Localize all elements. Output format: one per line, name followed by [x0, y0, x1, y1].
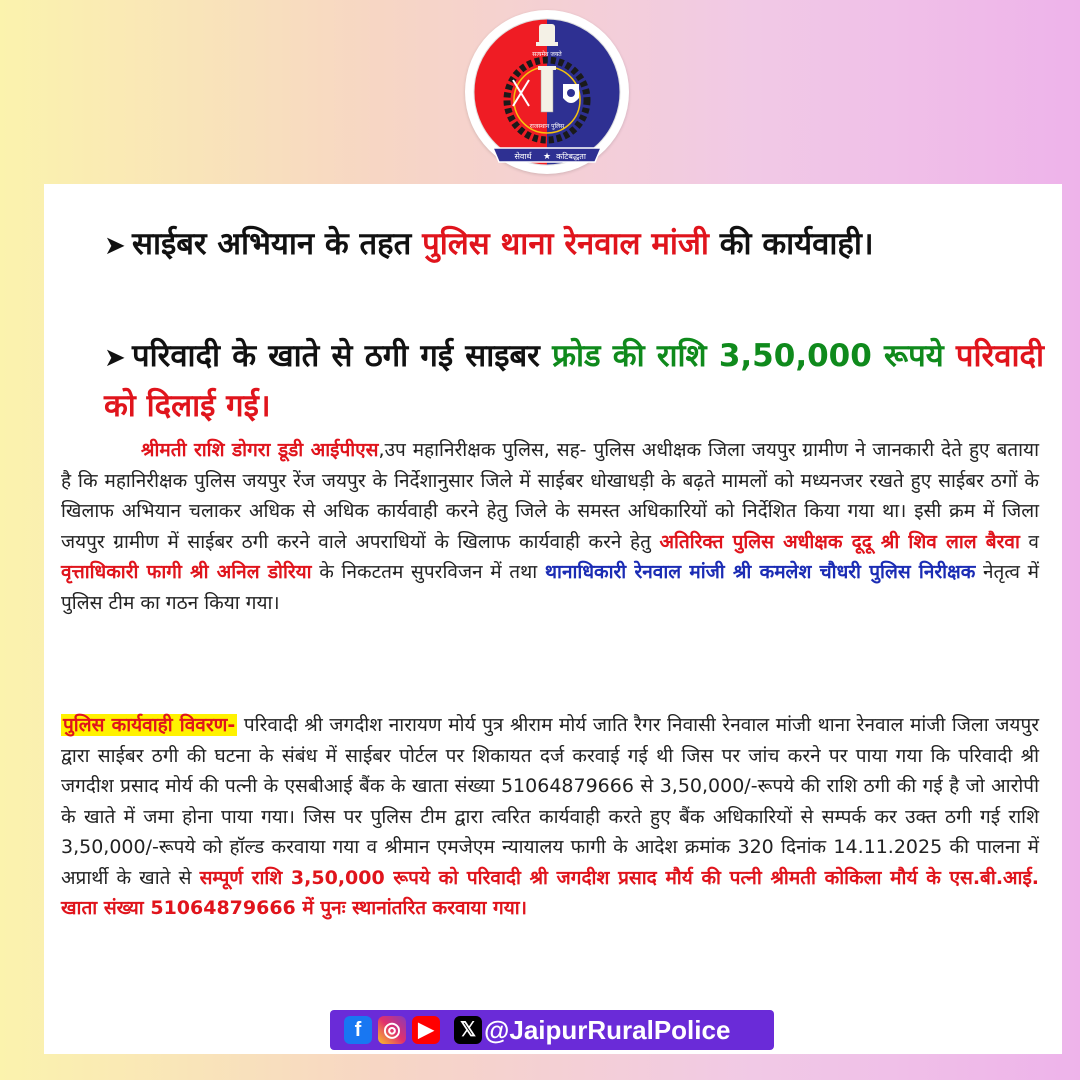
headline-bullet-1: [104, 220, 1044, 270]
addl-sp-name: अतिरिक्त पुलिस अधीक्षक दूदू श्री शिव लाल बैरवा: [659, 530, 1020, 553]
instagram-icon[interactable]: ◎: [378, 1016, 406, 1044]
facebook-icon[interactable]: f: [344, 1016, 372, 1044]
youtube-icon[interactable]: ▶: [412, 1016, 440, 1044]
logo-ribbon-right: कटिबद्धता: [556, 152, 586, 161]
sho-name: थानाधिकारी रेनवाल मांजी श्री कमलेश चौधरी पुलिस निरीक्षक: [544, 561, 976, 583]
headline1-police-station: पुलिस थाना रेनवाल मांजी: [422, 226, 709, 262]
officer-name: श्रीमती राशि डोगरा डूडी आईपीएस: [141, 439, 379, 461]
para1-text-3: के निकटतम सुपरविजन में तथा: [311, 561, 545, 583]
logo-mid-text: राजस्थान पुलिस: [529, 123, 565, 130]
svg-text:★: ★: [542, 152, 552, 162]
arrow-right-icon: ➤: [104, 343, 126, 373]
x-icon[interactable]: 𝕏: [454, 1016, 482, 1044]
para1-text-1: ,उप महानिरीक्षक पुलिस, सह- पुलिस अधीक्षक जिला जयपुर ग्रामीण ने जानकारी देते हुए बताया है कि महानिरीक्षक पुलिस जयपुर रेंज जयपुर के निर्देशानुसार जिले में साईबर धोखाधड़ी के बढ़ते मामलों को मध्यनजर रखते हुए साईबर ठगों के खिलाफ अभियान चलाकर अधिक से अधिक कार्यवाही करने हेतु जिले के समस्त अधिकारियों को निर्देशित किया गया था। इसी क्रम में जिला जयपुर ग्रामीण में साईबर ठगी करने वाले अपराधियों के खिलाफ कार्यवाही करने हेतु: [61, 439, 1039, 553]
circle-officer-name: वृत्ताधिकारी फागी श्री अनिल डोरिया: [61, 561, 312, 583]
para1-text-4: नेतृत्व में पुलिस टीम का गठन किया गया।: [61, 561, 1040, 614]
arrow-right-icon: ➤: [104, 231, 126, 261]
social-handle[interactable]: @JaipurRuralPolice: [484, 1015, 731, 1045]
social-bar: [330, 1010, 774, 1050]
paragraph-1: [61, 435, 1039, 618]
logo-ribbon-left: सेवार्थ: [514, 152, 532, 161]
rajasthan-police-emblem: [465, 10, 629, 174]
headline2-part3: परिवादी को दिलाई गई।: [104, 338, 1044, 424]
headline1-part3: की कार्यवाही।: [708, 226, 874, 262]
headline1-part1: साईबर अभियान के तहत: [132, 226, 423, 262]
headline2-fraud-amount: फ्रोड की राशि 3,50,000 रूपये: [552, 338, 944, 374]
paragraph-2: [61, 710, 1039, 924]
para2-text-1: परिवादी श्री जगदीश नारायण मोर्य पुत्र श्रीराम मोर्य जाति रैगर निवासी रेनवाल मांजी थाना रेनवाल मांजी जिला जयपुर द्वारा साईबर ठगी की घटना के संबंध में साईबर पोर्टल पर शिकायत दर्ज करवाई गई थी जिस पर जांच करने पर पाया गया कि परिवादी श्री जगदीश प्रसाद मोर्य की पत्नी के एसबीआई बैंक के खाता संख्या 51064879666 से 3,50,000/-रूपये की राशि ठगी की गई है जो आरोपी के खाते में जमा होना पाया गया। जिस पर पुलिस टीम द्वारा त्वरित कार्यवाही करते हुए बैंक अधिकारियों से सम्पर्क कर उक्त ठगी गई राशि 3,50,000/-रूपये को हॉल्ड करवाया गया व श्रीमान एमजेएम न्यायालय फागी के आदेश क्रमांक 320 दिनांक 14.11.2025 की पालना में अप्रार्थी के खाते से: [61, 714, 1040, 889]
headline-bullet-2: [104, 332, 1044, 430]
logo-top-text: सत्यमेव जयते: [532, 51, 562, 58]
content-card: [44, 184, 1062, 1054]
police-logo: [465, 10, 629, 174]
headline2-part1: परिवादी के खाते से ठगी गई साइबर: [132, 338, 553, 374]
action-details-label: पुलिस कार्यवाही विवरण-: [63, 714, 236, 736]
refund-statement: सम्पूर्ण राशि 3,50,000 रूपये को परिवादी श्री जगदीश प्रसाद मौर्य की पत्नी श्रीमती कोकिला मौर्य के एस.बी.आई. खाता संख्या 51064879666 में पुनः स्थानांतरित करवाया गया।: [61, 866, 1040, 919]
para1-text-2: व: [1019, 530, 1039, 553]
